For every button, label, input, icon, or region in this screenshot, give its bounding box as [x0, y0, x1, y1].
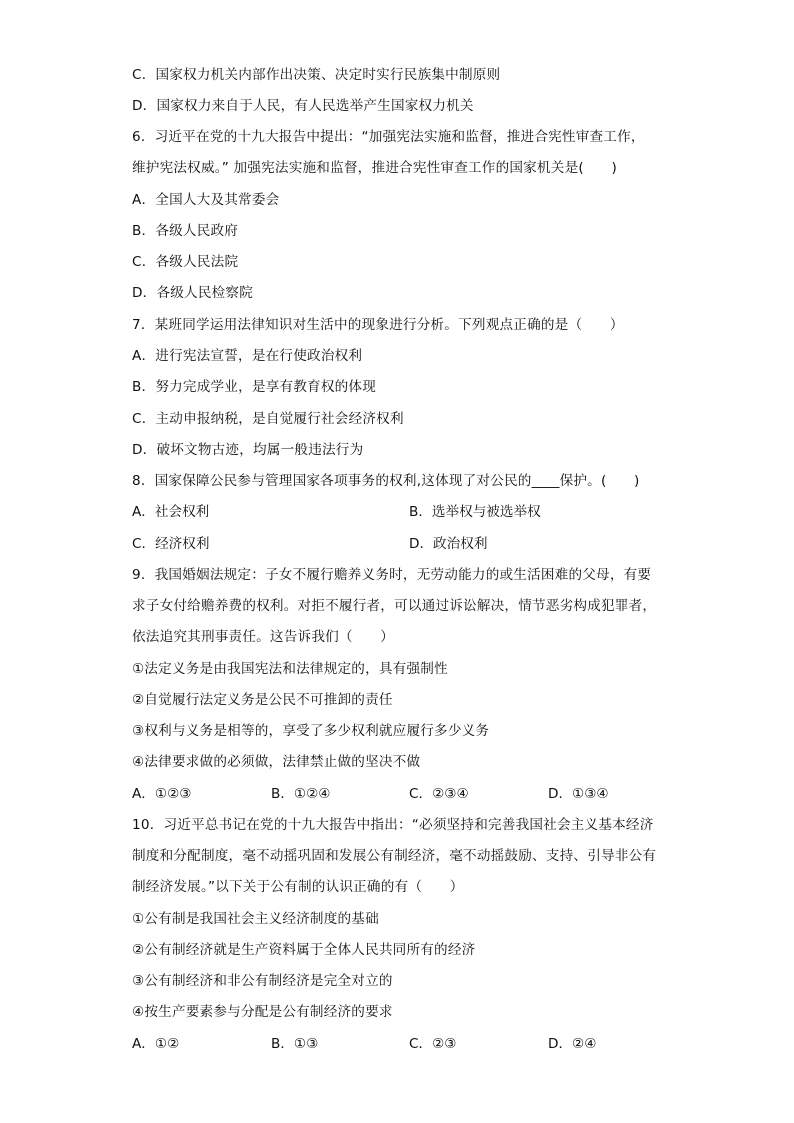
q6-stem-line-2: 维护宪法权威。” 加强宪法实施和监督，推进合宪性审查工作的国家机关是( )	[132, 160, 617, 176]
q10-option-c: C．②③	[409, 1036, 457, 1052]
q10-statement-4: ④按生产要素参与分配是公有制经济的要求	[132, 1004, 393, 1020]
q5-option-d: D．国家权力来自于人民，有人民选举产生国家权力机关	[132, 98, 474, 114]
q7-option-b: B．努力完成学业，是享有教育权的体现	[132, 379, 377, 395]
q8-option-d: D．政治权利	[409, 536, 488, 552]
q10-stem-line-2: 制度和分配制度，毫不动摇巩固和发展公有制经济，毫不动摇鼓励、支持、引导非公有	[132, 848, 657, 864]
q9-option-a: A．①②③	[132, 786, 192, 802]
q8-option-a: A．社会权利	[132, 504, 210, 520]
q10-option-b: B．①③	[271, 1036, 319, 1052]
q10-stem-line-1: 10．习近平总书记在党的十九大报告中指出：“必须坚持和完善我国社会主义基本经济	[132, 817, 654, 833]
q7-option-d: D．破坏文物古迹，均属一般违法行为	[132, 442, 364, 458]
q9-statement-3: ③权利与义务是相等的，享受了多少权利就应履行多少义务	[132, 723, 490, 739]
q6-option-c: C．各级人民法院	[132, 254, 239, 270]
q10-statement-2: ②公有制经济就是生产资料属于全体人民共同所有的经济	[132, 942, 476, 958]
q6-option-a: A．全国人大及其常委会	[132, 192, 280, 208]
q9-option-c: C．②③④	[409, 786, 469, 802]
q7-option-a: A．进行宪法宣誓，是在行使政治权利	[132, 348, 363, 364]
q8-option-b: B．选举权与被选举权	[409, 504, 541, 520]
q5-option-c: C．国家权力机关内部作出决策、决定时实行民族集中制原则	[132, 67, 501, 83]
q9-statement-2: ②自觉履行法定义务是公民不可推卸的责任	[132, 692, 393, 708]
q8-option-c: C．经济权利	[132, 536, 210, 552]
q10-statement-3: ③公有制经济和非公有制经济是完全对立的	[132, 973, 393, 989]
q10-option-d: D．②④	[548, 1036, 597, 1052]
q8-stem: 8．国家保障公民参与管理国家各项事务的权利,这体现了对公民的____保护。( )	[132, 473, 640, 489]
q6-option-b: B．各级人民政府	[132, 223, 239, 239]
q6-option-d: D．各级人民检察院	[132, 285, 254, 301]
q7-option-c: C．主动申报纳税，是自觉履行社会经济权利	[132, 411, 404, 427]
q10-statement-1: ①公有制是我国社会主义经济制度的基础	[132, 911, 379, 927]
q9-option-b: B．①②④	[271, 786, 331, 802]
q10-stem-line-3: 制经济发展。”以下关于公有制的认识正确的有（ ）	[132, 879, 464, 895]
q9-stem-line-2: 求子女付给赡养费的权利。对拒不履行者，可以通过诉讼解决，情节恶劣构成犯罪者，	[132, 598, 657, 614]
q9-stem-line-3: 依法追究其刑事责任。这告诉我们（ ）	[132, 629, 395, 645]
q9-statement-1: ①法定义务是由我国宪法和法律规定的，具有强制性	[132, 661, 448, 677]
q6-stem-line-1: 6．习近平在党的十九大报告中提出：“加强宪法实施和监督，推进合宪性审查工作，	[132, 129, 645, 145]
q7-stem: 7．某班同学运用法律知识对生活中的现象进行分析。下列观点正确的是（ ）	[132, 317, 624, 333]
q10-option-a: A．①②	[132, 1036, 180, 1052]
q9-option-d: D．①③④	[548, 786, 609, 802]
q9-stem-line-1: 9．我国婚姻法规定：子女不履行赡养义务时，无劳动能力的或生活困难的父母，有要	[132, 567, 652, 583]
q9-statement-4: ④法律要求做的必须做，法律禁止做的坚决不做	[132, 754, 421, 770]
